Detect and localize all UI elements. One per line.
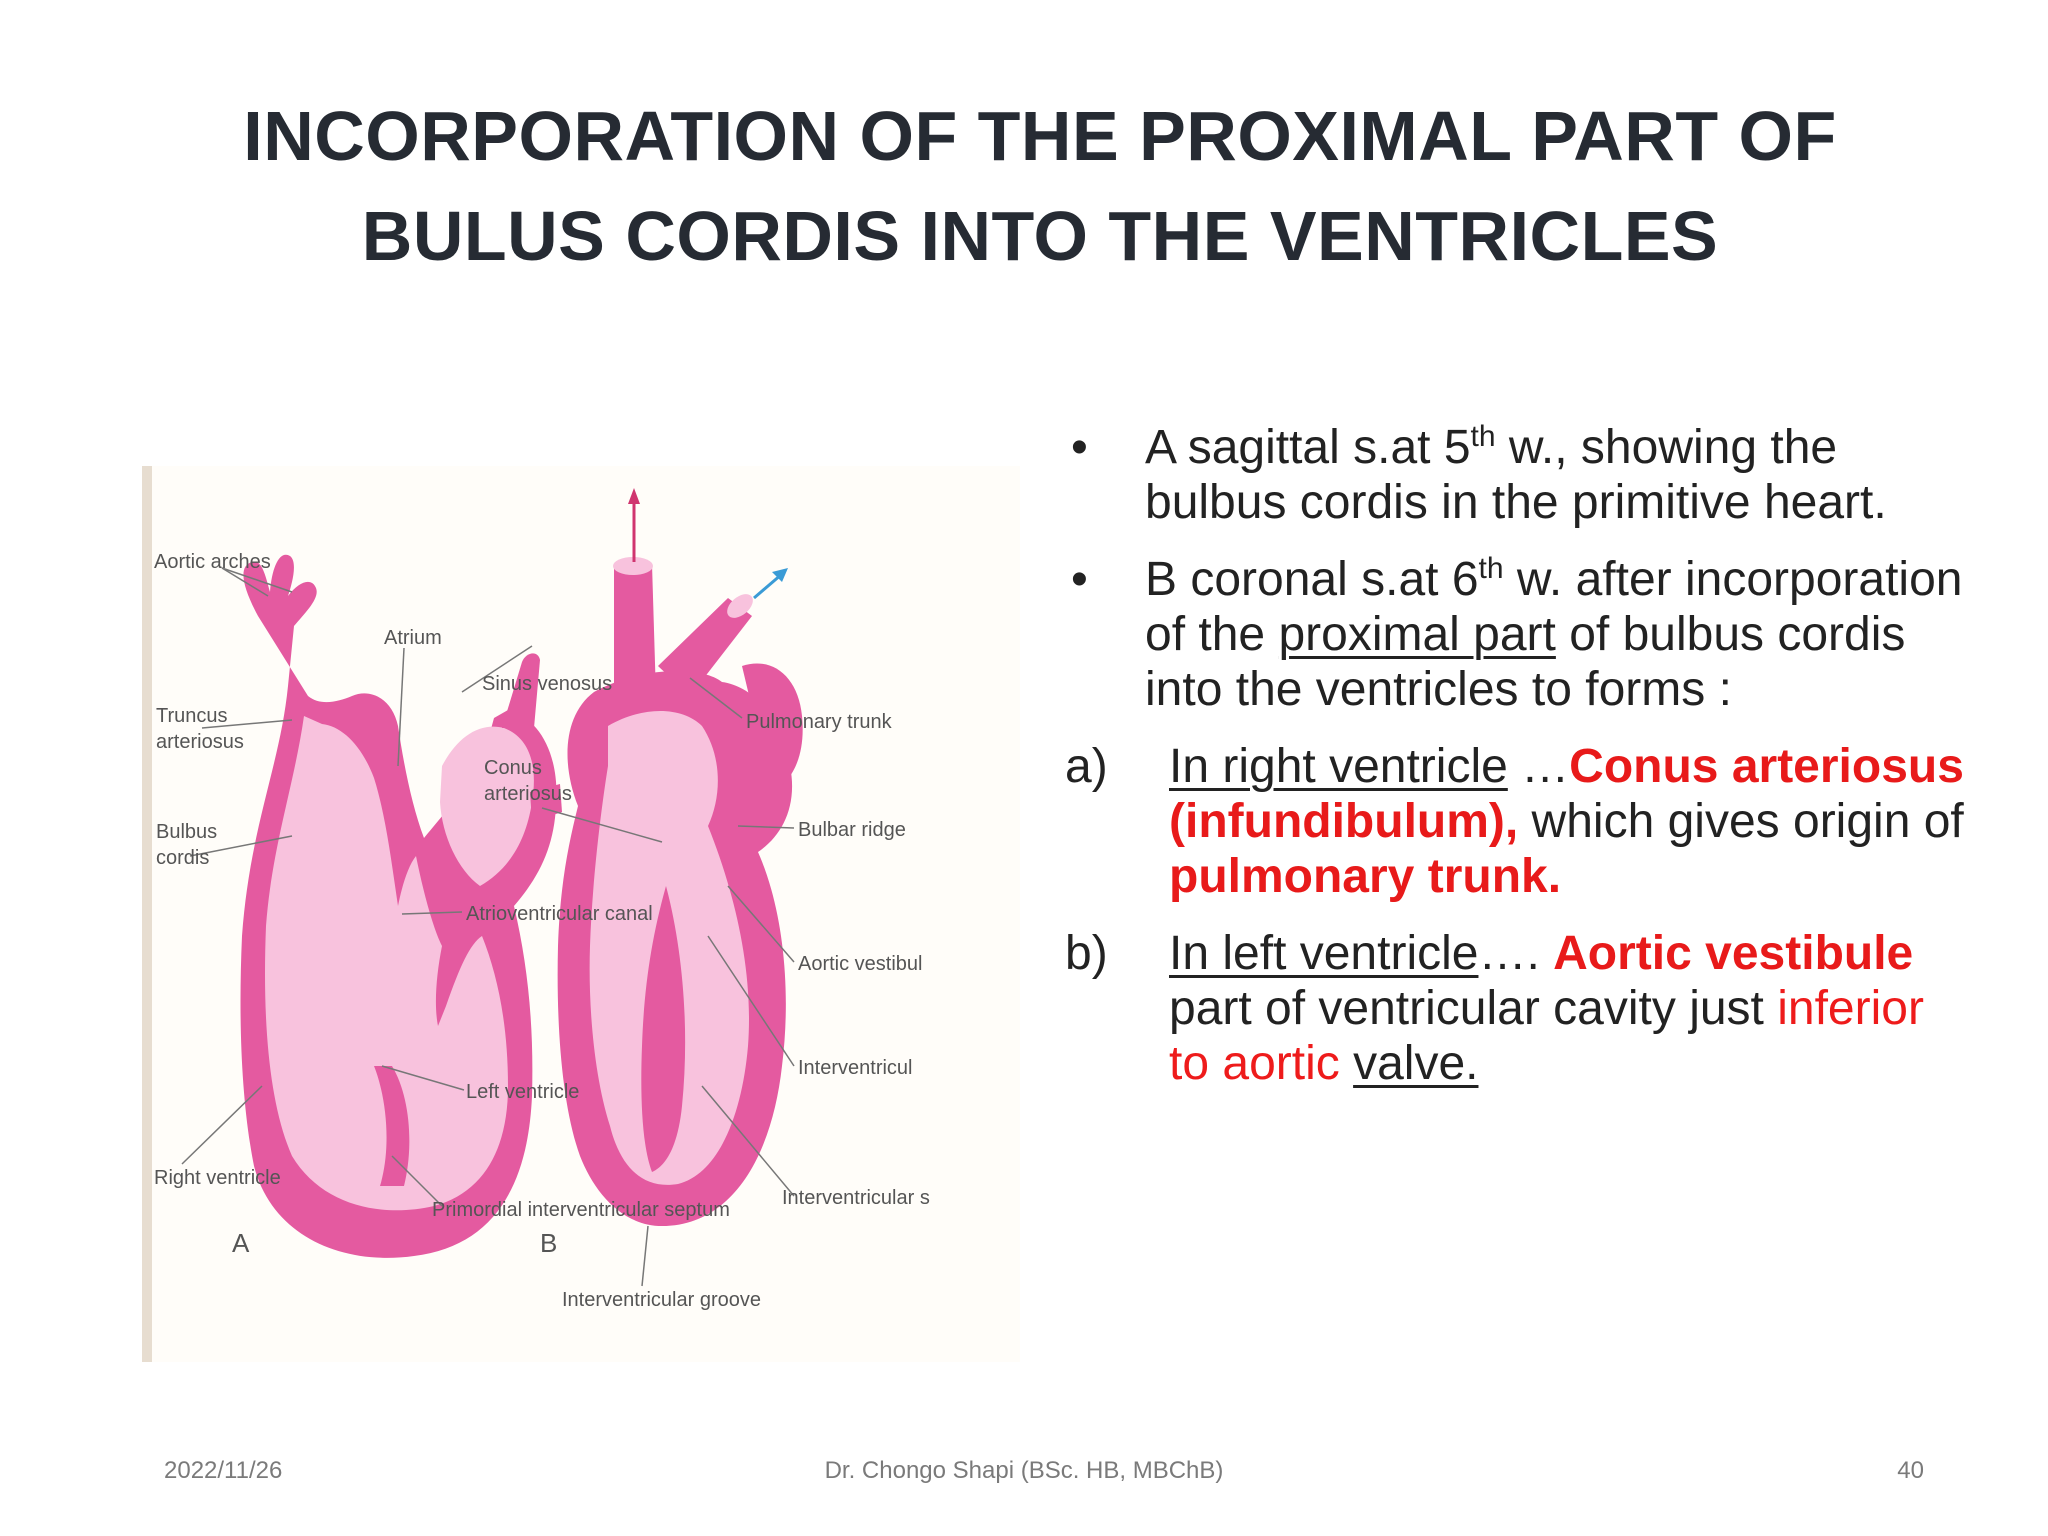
label-sinus-venosus: Sinus venosus	[482, 673, 613, 695]
item-a-red-bold-2: pulmonary trunk.	[1169, 850, 1562, 903]
label-aortic-vestibule: Aortic vestibul	[798, 953, 923, 975]
label-atrium: Atrium	[384, 627, 442, 649]
bullet-1-sup: th	[1470, 420, 1496, 453]
bullet-2-text-a: B coronal s.at 6	[1145, 553, 1479, 606]
bullet-2-underlined: proximal part	[1278, 608, 1556, 661]
label-aortic-arches: Aortic arches	[154, 551, 271, 573]
label-truncus: Truncus	[156, 705, 228, 727]
bullet-marker: •	[1071, 553, 1088, 606]
bullet-2	[1065, 552, 1965, 717]
bullet-1-text-a: A sagittal s.at 5	[1145, 421, 1471, 474]
footer-date: 2022/11/26	[164, 1457, 283, 1484]
bullet-2-text-c: of bulbus cordis into the ventricles to forms :	[1145, 608, 1906, 716]
item-b-red: inferior to aortic	[1169, 982, 1924, 1090]
label-left-ventricle: Left ventricle	[466, 1081, 580, 1103]
title-line-2: BULUS CORDIS INTO THE VENTRICLES	[361, 197, 1719, 275]
item-b-normal: part of ventricular cavity just	[1169, 982, 1778, 1035]
label-interventricular-2: Interventricular s	[782, 1187, 930, 1209]
footer-author: Dr. Chongo Shapi (BSc. HB, MBChB)	[824, 1457, 1224, 1484]
heart-diagram	[142, 466, 1020, 1362]
label-right-ventricle: Right ventricle	[154, 1167, 281, 1189]
item-a-red-bold-1: Conus arteriosus (infundibulum),	[1169, 740, 1964, 848]
label-interventricular-groove: Interventricular groove	[562, 1289, 761, 1311]
bullet-marker: •	[1071, 421, 1088, 474]
label-cordis: cordis	[156, 847, 210, 869]
heart-diagram-svg	[142, 466, 1020, 1362]
item-a-marker: a)	[1065, 740, 1108, 793]
item-b-underlined-end: valve.	[1353, 1037, 1479, 1090]
label-arteriosus-a: arteriosus	[156, 731, 244, 753]
label-interventricular-1: Interventricul	[798, 1057, 913, 1079]
label-arteriosus-b: arteriosus	[484, 783, 572, 805]
bullet-2-text-b: w. after incorporation of the	[1145, 553, 1963, 661]
title-line-1: INCORPORATION OF THE PROXIMAL PART OF	[243, 97, 1837, 175]
footer-page-number: 40	[1897, 1457, 1924, 1484]
item-b	[1065, 926, 1965, 1091]
label-bulbus: Bulbus	[156, 821, 218, 843]
label-figure-b: B	[540, 1228, 558, 1258]
bullet-2-sup: th	[1478, 552, 1504, 585]
item-b-underlined: In left ventricle	[1169, 927, 1479, 980]
label-figure-a: A	[232, 1228, 250, 1258]
item-b-marker: b)	[1065, 927, 1108, 980]
item-b-sep: ….	[1478, 927, 1554, 980]
item-a-sep: …	[1507, 740, 1570, 793]
item-a-underlined: In right ventricle	[1169, 740, 1508, 793]
bullet-1	[1065, 420, 1965, 530]
label-primordial-septum: Primordial interventricular septum	[432, 1199, 730, 1221]
slide-title	[160, 86, 1920, 286]
item-b-red-bold: Aortic vestibule	[1553, 927, 1914, 980]
label-bulbar-ridge: Bulbar ridge	[798, 819, 906, 841]
slide-body	[1065, 420, 1965, 1113]
label-conus: Conus	[484, 757, 542, 779]
item-a	[1065, 739, 1965, 904]
item-a-normal: which gives origin of	[1518, 795, 1964, 848]
label-pulmonary-trunk: Pulmonary trunk	[746, 711, 892, 733]
label-atrioventricular-canal: Atrioventricular canal	[466, 903, 653, 925]
bullet-1-text-b: w., showing the bulbus cordis in the primitive heart.	[1145, 421, 1887, 529]
